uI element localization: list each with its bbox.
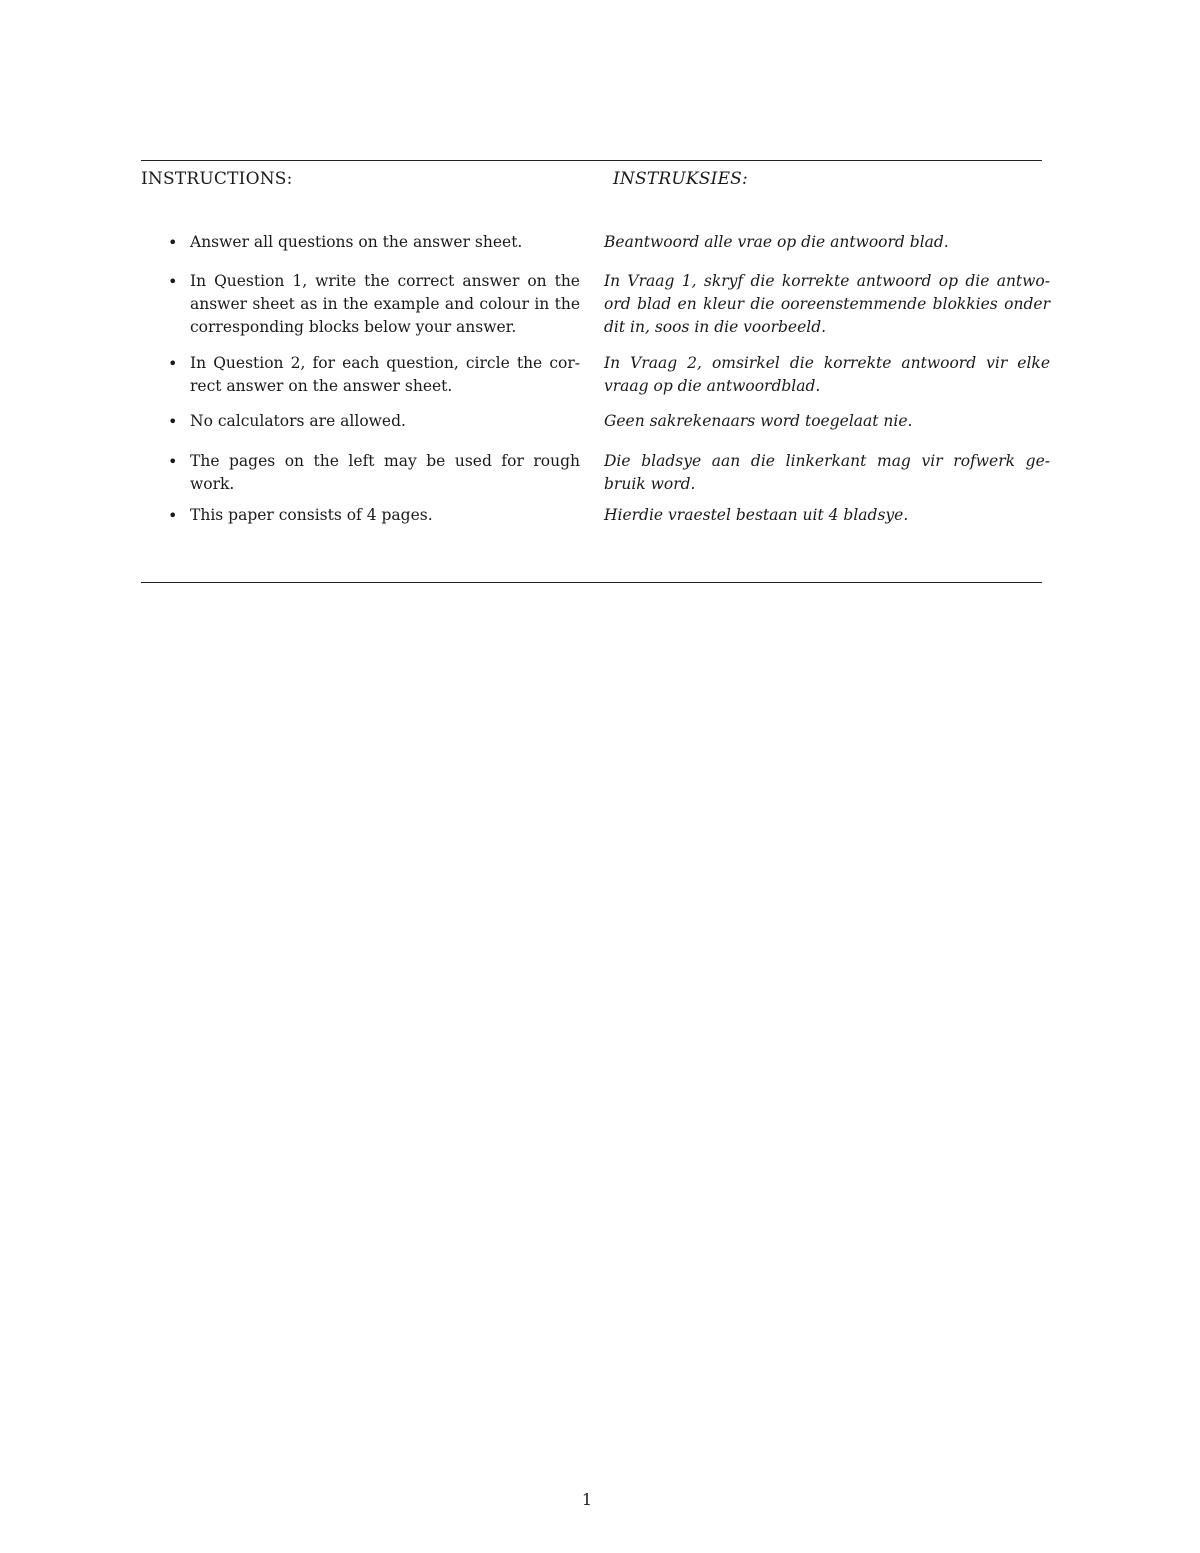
bullet-icon: • bbox=[168, 272, 178, 291]
bullet-icon: • bbox=[168, 233, 178, 252]
instruction-text-en: This paper consists of 4 pages. bbox=[190, 506, 433, 524]
bullet-icon: • bbox=[168, 452, 178, 471]
instruction-text-af: Die bladsye aan die linkerkant mag vir rofwerk ge- bruik word. bbox=[604, 452, 1050, 493]
bullet-icon: • bbox=[168, 354, 178, 373]
instructions-heading-en: INSTRUCTIONS: bbox=[141, 169, 293, 189]
bullet-icon: • bbox=[168, 506, 178, 525]
instruction-text-en: In Question 1, write the correct answer on the answer sheet as in the example and colour in the corresponding blocks below your answer. bbox=[190, 272, 580, 336]
instructions-heading-af: INSTRUKSIES: bbox=[613, 169, 748, 189]
bullet-icon: • bbox=[168, 412, 178, 431]
instruction-text-en: The pages on the left may be used for rough work. bbox=[190, 452, 580, 493]
instruction-text-en: Answer all questions on the answer sheet. bbox=[190, 233, 523, 251]
instruction-text-af: Geen sakrekenaars word toegelaat nie. bbox=[604, 412, 913, 430]
page-number: 1 bbox=[581, 1490, 593, 1509]
instruction-text-en: In Question 2, for each question, circle the cor- rect answer on the answer sheet. bbox=[190, 354, 580, 395]
instruction-text-af: Beantwoord alle vrae op die antwoord blad. bbox=[604, 233, 949, 251]
bottom-rule bbox=[141, 582, 1042, 583]
instruction-text-af: In Vraag 2, omsirkel die korrekte antwoord vir elke vraag op die antwoordblad. bbox=[604, 354, 1050, 395]
instruction-text-af: In Vraag 1, skryf die korrekte antwoord op die antwo- ord blad en kleur die ooreenstemmende blokkies onder dit in, soos in die voorbeeld. bbox=[604, 272, 1050, 336]
top-rule bbox=[141, 160, 1042, 161]
instruction-text-af: Hierdie vraestel bestaan uit 4 bladsye. bbox=[604, 506, 909, 524]
instruction-text-en: No calculators are allowed. bbox=[190, 412, 406, 430]
